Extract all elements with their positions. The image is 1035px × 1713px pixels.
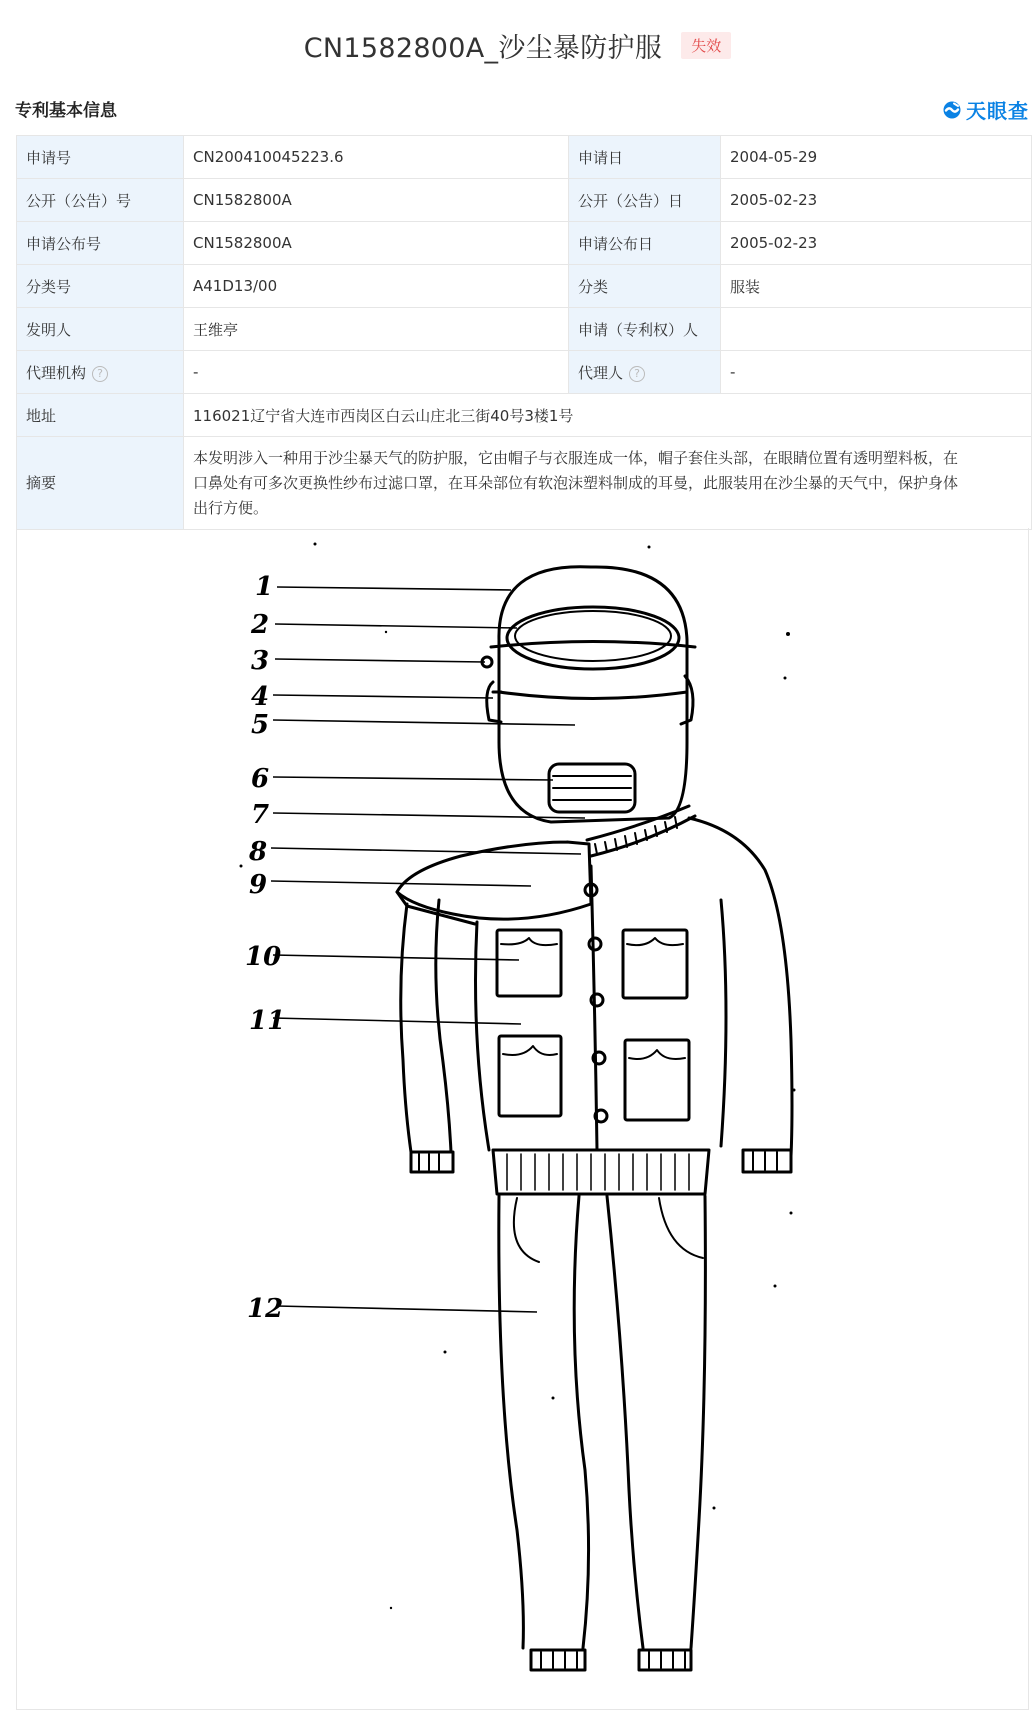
callout-label: 4 [251, 682, 270, 712]
inventor-value[interactable]: 王维亭 [184, 308, 569, 351]
agent-label: 代理人 [578, 363, 624, 382]
publication-date-label: 公开（公告）日 [569, 179, 721, 222]
callout-labels [245, 572, 285, 1324]
tianyancha-logo-icon [942, 100, 962, 120]
section-title: 专利基本信息 [15, 101, 117, 121]
publication-no-value: CN1582800A [184, 179, 569, 222]
inventor-label: 发明人 [17, 308, 184, 351]
applicant-label: 申请（专利权）人 [569, 308, 721, 351]
application-date-label: 申请日 [569, 136, 721, 179]
callout-label: 7 [251, 800, 270, 830]
status-badge: 失效 [681, 32, 731, 59]
address-label: 地址 [17, 394, 184, 437]
application-no-label: 申请号 [17, 136, 184, 179]
app-pub-no-value: CN1582800A [184, 222, 569, 265]
callout-label: 5 [251, 710, 270, 740]
table-row [17, 179, 1032, 222]
protective-suit-drawing [17, 528, 1028, 1708]
help-icon[interactable]: ? [629, 366, 645, 382]
abstract-label: 摘要 [17, 437, 184, 530]
callout-label: 10 [245, 942, 282, 972]
table-row [17, 265, 1032, 308]
callout-label: 11 [249, 1006, 286, 1036]
callout-label: 8 [249, 837, 268, 867]
address-value: 116021辽宁省大连市西岗区白云山庄北三街40号3楼1号 [184, 394, 1032, 437]
table-row [17, 222, 1032, 265]
patent-info-table [16, 135, 1032, 530]
agent-label-cell [569, 351, 721, 394]
title-row [0, 26, 1035, 65]
callout-label: 1 [255, 572, 274, 602]
table-row [17, 351, 1032, 394]
table-row [17, 394, 1032, 437]
category-value: 服装 [721, 265, 1032, 308]
callout-label: 3 [251, 646, 270, 676]
category-label: 分类 [569, 265, 721, 308]
callout-label: 6 [251, 764, 270, 794]
application-date-value: 2004-05-29 [721, 136, 1032, 179]
page-title: CN1582800A_沙尘暴防护服 [303, 33, 663, 64]
callout-label: 12 [247, 1294, 284, 1324]
classification-no-value: A41D13/00 [184, 265, 569, 308]
app-pub-date-label: 申请公布日 [569, 222, 721, 265]
help-icon[interactable]: ? [92, 366, 108, 382]
abstract-line: 出行方便。 [193, 498, 269, 517]
table-row [17, 308, 1032, 351]
abstract-line: 本发明涉入一种用于沙尘暴天气的防护服，它由帽子与衣服连成一体，帽子套住头部，在眼睛位置有透明塑料板，在 [193, 448, 959, 467]
publication-no-label: 公开（公告）号 [17, 179, 184, 222]
app-pub-no-label: 申请公布号 [17, 222, 184, 265]
app-pub-date-value: 2005-02-23 [721, 222, 1032, 265]
callout-label: 9 [249, 870, 268, 900]
brand-logo[interactable] [942, 95, 1029, 124]
agency-value: - [184, 351, 569, 394]
patent-drawing-panel [16, 528, 1029, 1710]
abstract-line: 口鼻处有可多次更换性纱布过滤口罩，在耳朵部位有软泡沫塑料制成的耳曼，此服装用在沙尘暴的天气中，保护身体 [193, 473, 959, 492]
callout-label: 2 [251, 610, 270, 640]
abstract-value [184, 437, 1032, 530]
agent-value: - [721, 351, 1032, 394]
publication-date-value: 2005-02-23 [721, 179, 1032, 222]
agency-label-cell [17, 351, 184, 394]
application-no-value: CN200410045223.6 [184, 136, 569, 179]
classification-no-label: 分类号 [17, 265, 184, 308]
table-row [17, 437, 1032, 530]
applicant-value [721, 308, 1032, 351]
agency-label: 代理机构 [26, 363, 87, 382]
brand-name: 天眼查 [966, 99, 1029, 123]
table-row [17, 136, 1032, 179]
